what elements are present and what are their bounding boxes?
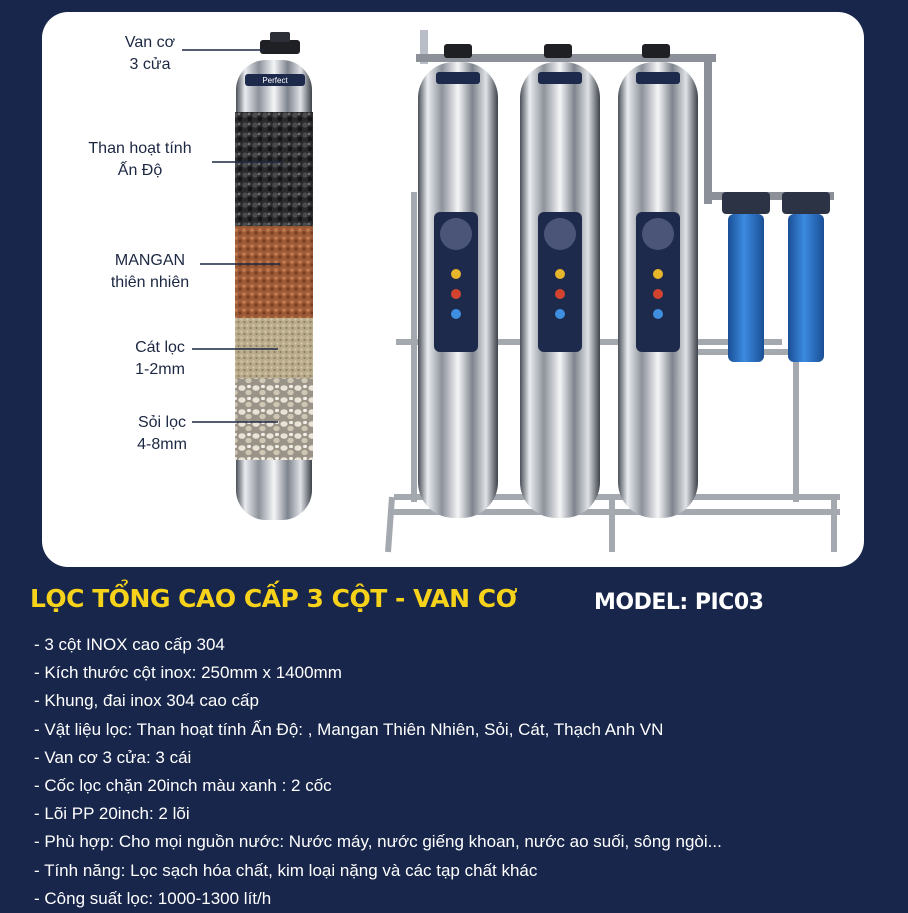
spec-list — [34, 631, 722, 913]
spec-item: - Tính năng: Lọc sạch hóa chất, kim loại nặng và các tạp chất khác — [34, 860, 538, 880]
spec-item: - Công suất lọc: 1000-1300 lít/h — [34, 888, 272, 908]
spec-item: - Lõi PP 20inch: 2 lõi — [34, 804, 190, 824]
column-1 — [418, 44, 498, 518]
layer-gravel — [235, 378, 313, 460]
label-gravel: Sỏi lọc 4-8mm — [137, 414, 187, 453]
spec-item: - Khung, đai inox 304 cao cấp — [34, 691, 259, 711]
layer-mangan — [235, 226, 313, 318]
label-valve: Van cơ 3 cửa — [124, 34, 176, 73]
label-carbon: Than hoạt tính Ấn Độ — [88, 140, 192, 179]
spec-item: - Van cơ 3 cửa: 3 cái — [34, 747, 192, 767]
label-sand: Cát lọc 1-2mm — [135, 339, 185, 378]
cutaway-column — [235, 32, 313, 520]
brand-text: Perfect — [262, 76, 288, 85]
product-title: LỌC TỔNG CAO CẤP 3 CỘT - VAN CƠ — [30, 584, 517, 613]
model-number: MODEL: PIC03 — [594, 590, 764, 615]
column-3 — [618, 44, 698, 518]
product-image-card — [42, 12, 864, 567]
label-mangan: MANGAN thiên nhiên — [110, 252, 190, 291]
layer-sand — [235, 318, 313, 378]
spec-item: - Vật liệu lọc: Than hoạt tính Ấn Độ: , Mangan Thiên Nhiên, Sỏi, Cát, Thạch Anh VN — [34, 719, 664, 739]
brand-sticker — [436, 72, 480, 84]
brand-sticker — [538, 72, 582, 84]
spec-item: - 3 cột INOX cao cấp 304 — [34, 635, 225, 654]
brand-sticker — [636, 72, 680, 84]
valve-head — [260, 40, 300, 54]
column-2 — [520, 44, 600, 518]
spec-item: - Cốc lọc chặn 20inch màu xanh : 2 cốc — [34, 775, 332, 795]
spec-item: - Phù hợp: Cho mọi nguồn nước: Nước máy, nước giếng khoan, nước ao suối, sông ngòi... — [34, 832, 722, 852]
cartridge-housings — [722, 192, 830, 362]
layer-carbon — [235, 112, 313, 226]
spec-item: - Kích thước cột inox: 250mm x 1400mm — [34, 663, 342, 683]
